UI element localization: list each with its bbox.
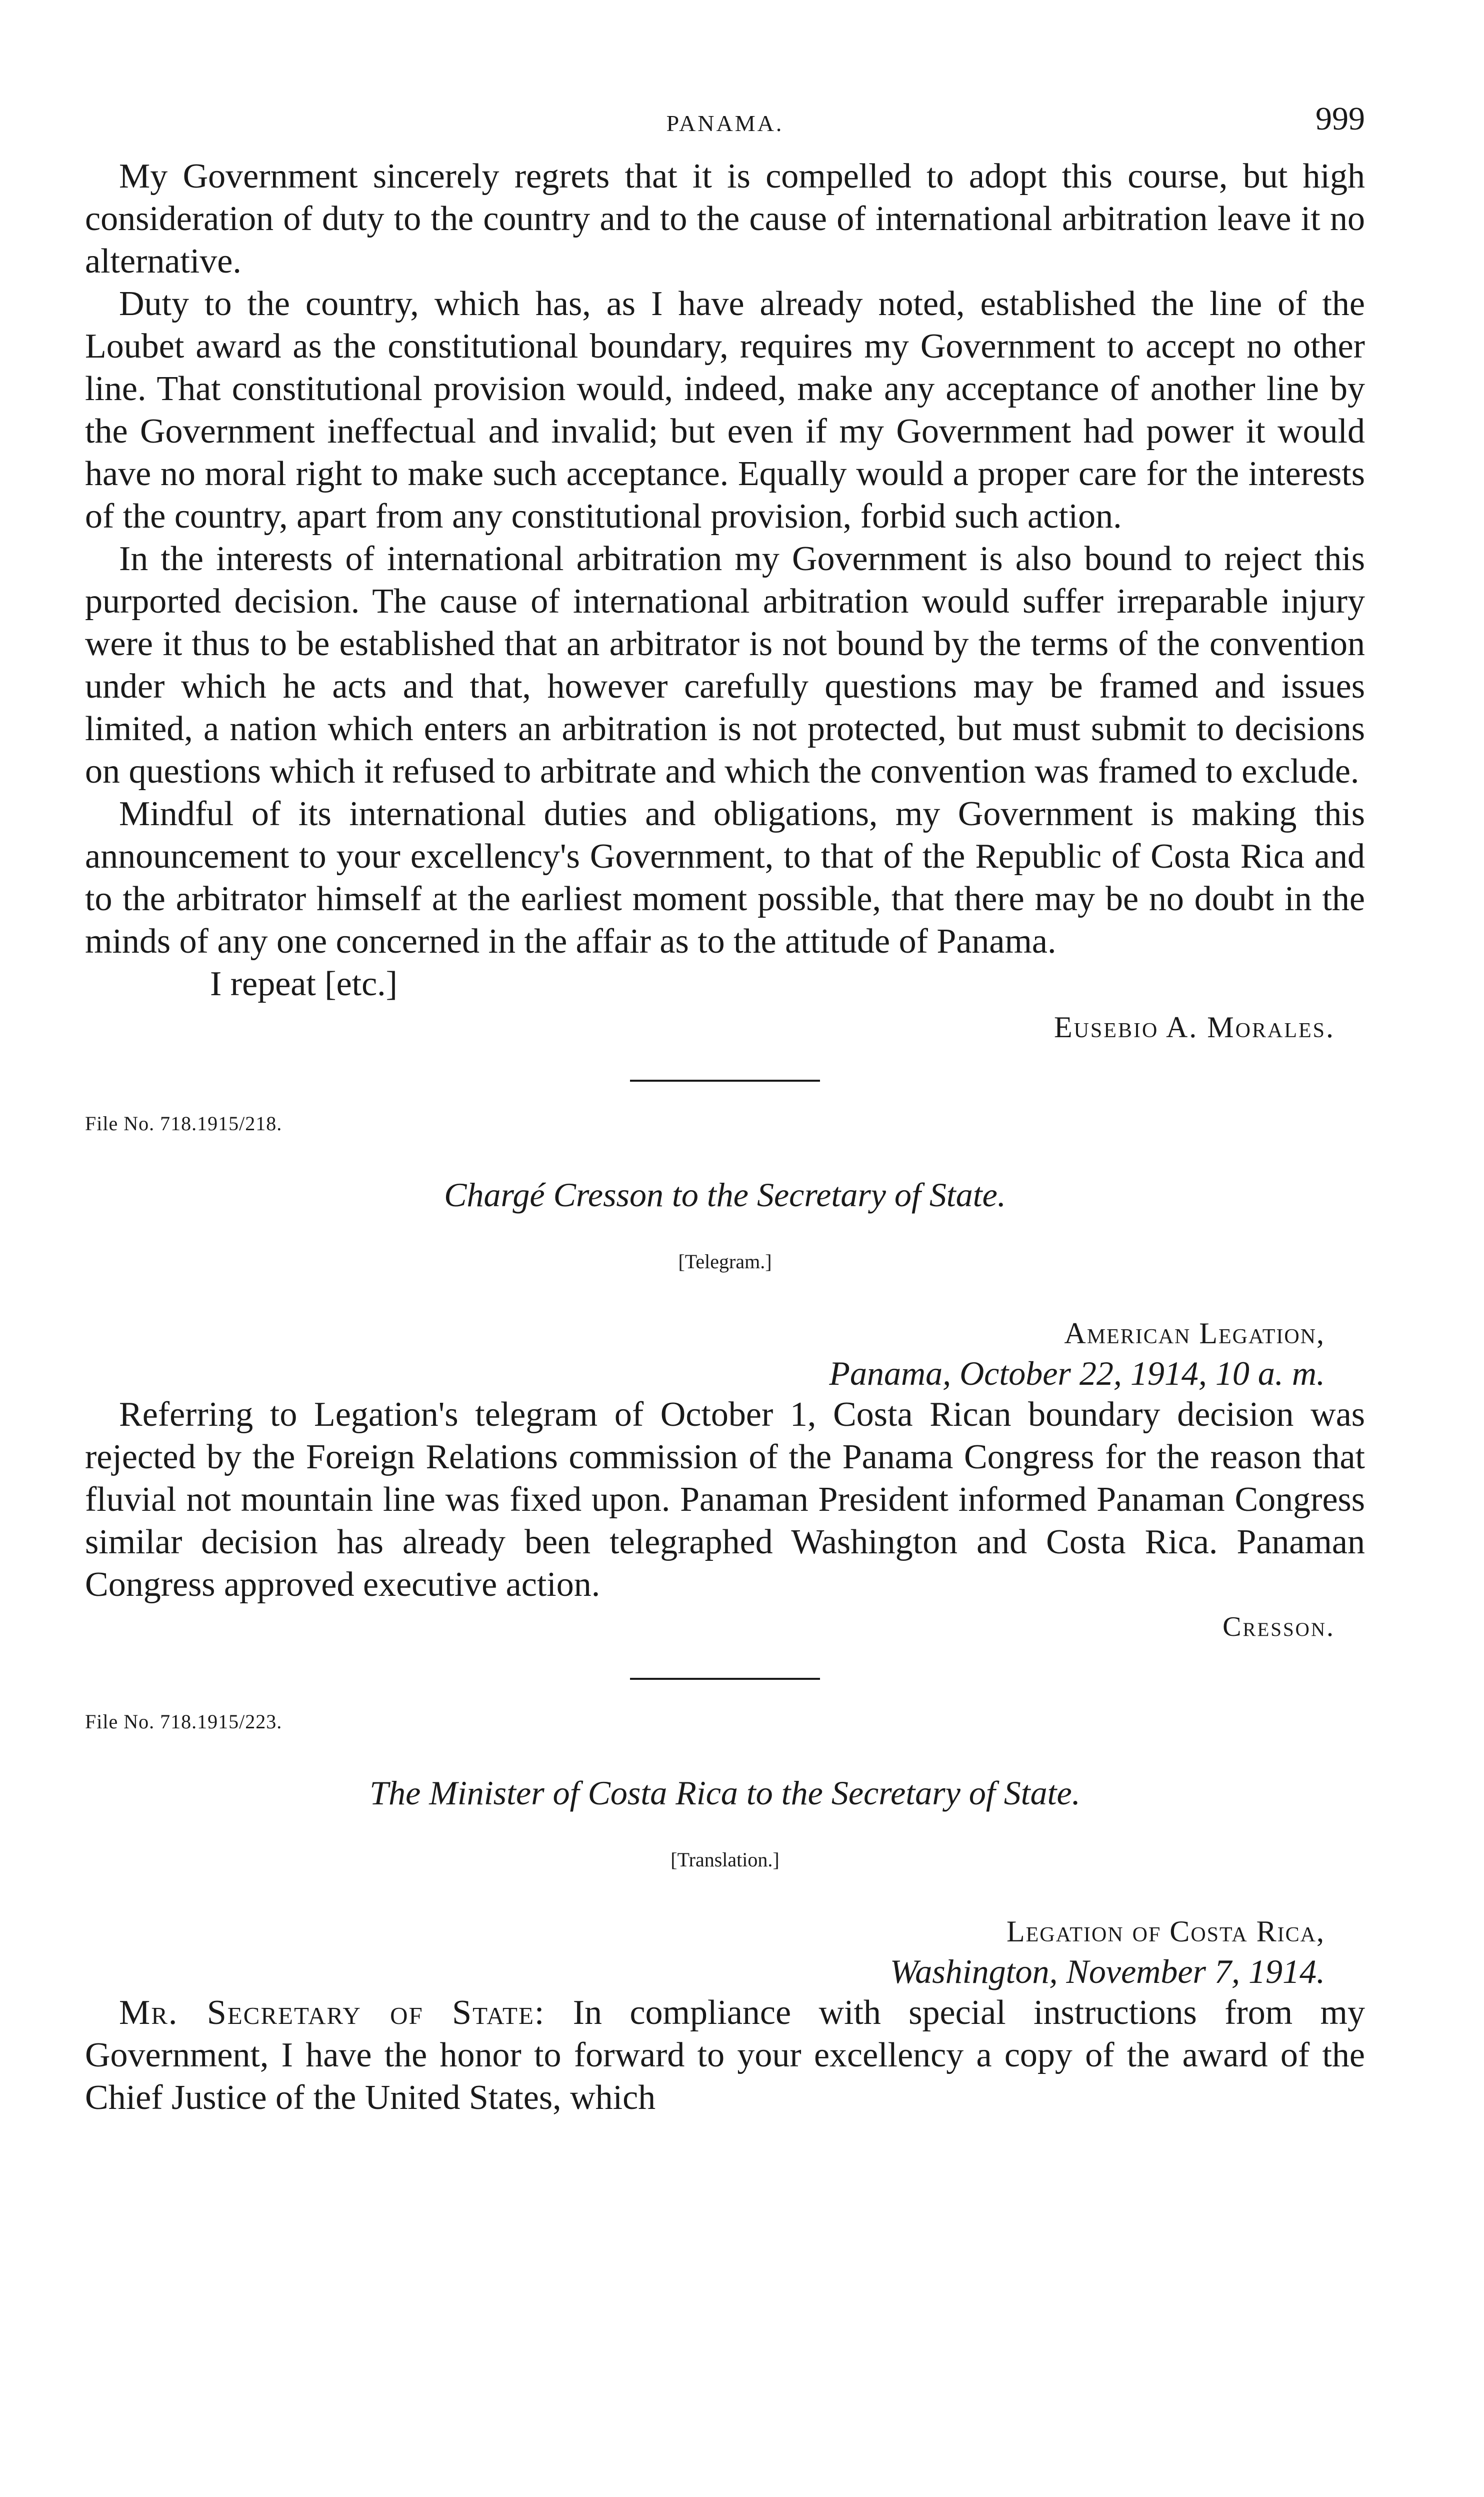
- running-head-title: PANAMA.: [666, 111, 784, 136]
- paragraph-text: In compliance with special instructions from my Government, I have the honor to forward to your excellency a copy of the award of the Chief Justice of the United States, which: [85, 1993, 1365, 2117]
- dateline: Washington, November 7, 1914.: [890, 1952, 1325, 1990]
- paragraph: [85, 1991, 1365, 2119]
- signature: Cresson.: [1222, 1611, 1335, 1642]
- paragraph: Mindful of its international duties and obligations, my Government is making this announcement to your excellency's Government, to that of the Republic of Costa Rica and to the arbitrator himself at the earliest moment possible, that there may be no doubt in the minds of any one concerned in the affair as to the attitude of Panama.: [85, 795, 1365, 961]
- closing-line: I repeat [etc.]: [210, 965, 398, 1003]
- address-line: Legation of Costa Rica,: [1006, 1915, 1325, 1948]
- section-morales-note: [85, 155, 1365, 1045]
- running-head: [85, 95, 1365, 155]
- file-number: File No. 718.1915/218.: [85, 1112, 282, 1135]
- section-divider: [630, 1678, 820, 1680]
- section-cresson-telegram: [85, 1112, 1365, 1643]
- paragraph: Duty to the country, which has, as I have already noted, established the line of the Loubet award as the constitutional boundary, requires my Government to accept no other line. That constitutional provision would, indeed, make any acceptance of another line by the Government ineffectual and invalid; but even if my Government had power it would have no moral right to make such acceptance. Equally would a proper care for the interests of the country, apart from any constitutional provision, forbid such action.: [85, 285, 1365, 536]
- address-block: [85, 1911, 1365, 1991]
- document-type-label: [Translation.]: [670, 1848, 780, 1871]
- section-costa-rica-letter: [85, 1710, 1365, 2119]
- signature: Eusebio A. Morales.: [1054, 1011, 1335, 1044]
- address-block: [85, 1313, 1365, 1393]
- salutation: Mr. Secretary of State:: [119, 1993, 546, 2032]
- section-divider: [630, 1080, 820, 1082]
- document-type-label: [Telegram.]: [678, 1250, 772, 1273]
- file-number: File No. 718.1915/223.: [85, 1710, 282, 1733]
- address-line: American Legation,: [1064, 1317, 1325, 1350]
- paragraph: My Government sincerely regrets that it is compelled to adopt this course, but high consideration of duty to the country and to the cause of international arbitration leave it no alternative.: [85, 157, 1365, 281]
- document-heading: Chargé Cresson to the Secretary of State.: [444, 1176, 1006, 1214]
- document-heading: The Minister of Costa Rica to the Secretary of State.: [370, 1774, 1080, 1812]
- document-page: [85, 95, 1365, 2119]
- paragraph: In the interests of international arbitration my Government is also bound to reject this purported decision. The cause of international arbitration would suffer irreparable injury were it thus to be established that an arbitrator is not bound by the terms of the convention under which he acts and that, however carefully questions may be framed and issues limited, a nation which enters an arbitration is not protected, but must submit to decisions on questions which it refused to arbitrate and which the convention was framed to exclude.: [85, 540, 1365, 791]
- dateline: Panama, October 22, 1914, 10 a. m.: [829, 1354, 1325, 1392]
- page-number: 999: [1316, 101, 1365, 137]
- paragraph: Referring to Legation's telegram of October 1, Costa Rican boundary decision was rejected by the Foreign Relations commission of the Panama Congress for the reason that fluvial not mountain line was fixed upon. Panaman President informed Panaman Congress similar decision has already been telegraphed Washington and Costa Rica. Panaman Congress approved executive action.: [85, 1395, 1365, 1604]
